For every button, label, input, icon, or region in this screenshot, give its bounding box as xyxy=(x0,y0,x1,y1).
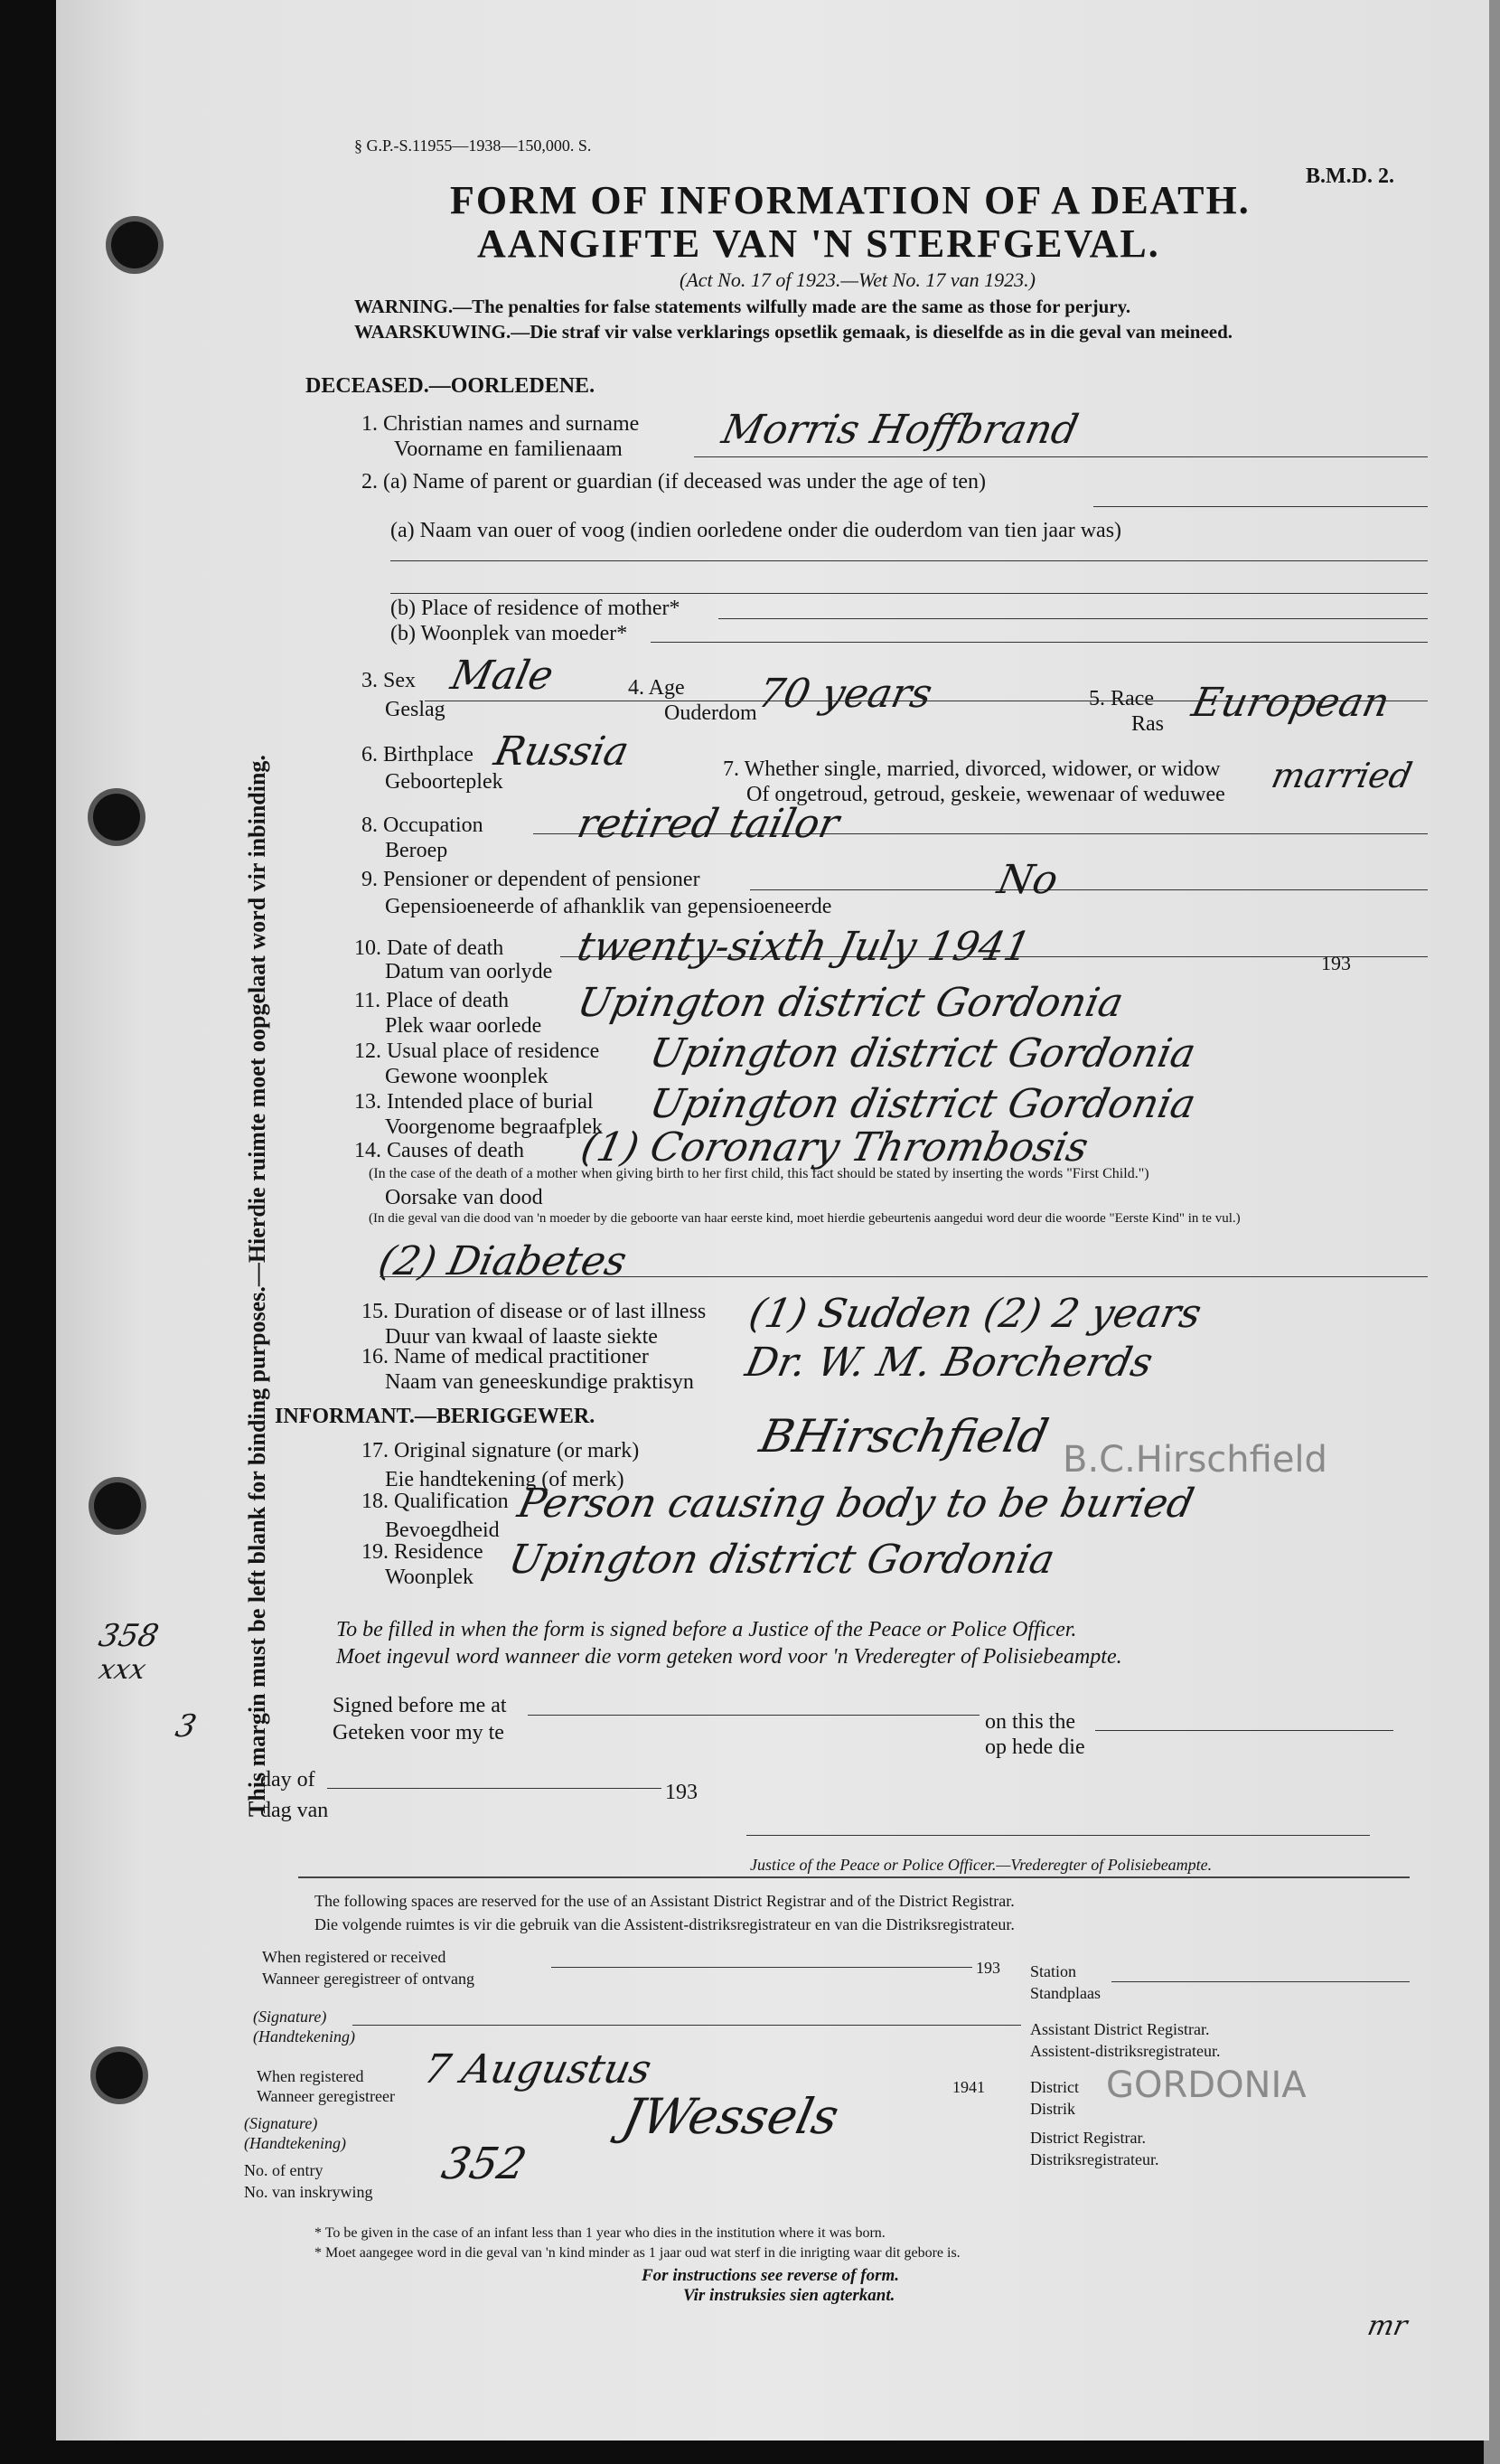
f15-label: 15. Duration of disease or of last illness xyxy=(361,1300,707,1323)
signed-before-label: Signed before me at xyxy=(333,1694,507,1717)
f3-label: 3. Sex xyxy=(361,669,416,692)
day-of-line xyxy=(327,1788,661,1789)
f18-value: Person causing body to be buried xyxy=(513,1481,1198,1527)
f10-label-af: Datum van oorlyde xyxy=(385,960,553,983)
asst-signature-line xyxy=(352,2025,1021,2026)
day-of-label-af: dag van xyxy=(260,1799,329,1822)
f11-label-af: Plek waar oorlede xyxy=(385,1014,542,1038)
warning-afrikaans: WAARSKUWING.—Die straf vir valse verklarings opsetlik gemaak, is dieselfde as in die geval van meineed. xyxy=(354,321,1233,343)
section-divider xyxy=(298,1876,1410,1878)
on-this-line xyxy=(1095,1730,1393,1731)
f13-value: Upington district Gordonia xyxy=(645,1081,1200,1127)
f13-label: 13. Intended place of burial xyxy=(354,1090,594,1114)
punch-hole xyxy=(94,1482,141,1529)
registrar-signature-label: (Signature) xyxy=(244,2114,318,2132)
margin-pencil-marks: xxx xyxy=(96,1654,149,1686)
f17-signature: BHirschfield xyxy=(755,1410,1054,1462)
f17-name-stamp: B.C.Hirschfield xyxy=(1063,1439,1327,1481)
f4-label-af: Ouderdom xyxy=(664,701,757,725)
f8-label: 8. Occupation xyxy=(361,813,483,837)
f16-value: Dr. W. M. Borcherds xyxy=(741,1340,1158,1386)
registrar-signature: JWessels xyxy=(617,2088,844,2145)
f14-line xyxy=(380,1276,1428,1277)
asst-registrar-label-af: Assistent-distriksregistrateur. xyxy=(1030,2042,1221,2060)
f2a-line-2 xyxy=(390,560,1428,561)
f14-value-2: (2) Diabetes xyxy=(374,1238,631,1284)
asst-registrar-label: Assistant District Registrar. xyxy=(1030,2020,1210,2038)
f5-value: European xyxy=(1187,680,1394,726)
corner-mark: mr xyxy=(1364,2310,1411,2342)
f9-label-af: Gepensioeneerde of afhanklik van gepensioeneerde xyxy=(385,895,832,918)
margin-pencil-number: 358 xyxy=(95,1618,163,1654)
f10-label: 10. Date of death xyxy=(354,936,504,960)
section-deceased: DECEASED.—OORLEDENE. xyxy=(305,374,595,398)
form-code: B.M.D. 2. xyxy=(1306,165,1394,188)
f3-value: Male xyxy=(446,653,558,699)
f13-label-af: Voorgenome begraafplek xyxy=(385,1115,604,1139)
f9-value: No xyxy=(993,857,1063,903)
f12-value: Upington district Gordonia xyxy=(645,1030,1200,1077)
f5-label-af: Ras xyxy=(1131,712,1164,736)
f6-value: Russia xyxy=(490,729,633,775)
signed-at-line xyxy=(528,1715,980,1716)
section-informant: INFORMANT.—BERIGGEWER. xyxy=(275,1405,595,1428)
f19-value: Upington district Gordonia xyxy=(504,1537,1059,1583)
f14-note: (In the case of the death of a mother when giving birth to her first child, this fact should be stated by inserting the words "First Child.") xyxy=(369,1166,1149,1181)
entry-number-label-af: No. van inskrywing xyxy=(244,2183,373,2201)
district-registrar-label-af: Distriksregistrateur. xyxy=(1030,2150,1159,2168)
day-of-label: day of xyxy=(260,1768,315,1792)
f4-label: 4. Age xyxy=(628,676,685,700)
f9-label: 9. Pensioner or dependent of pensioner xyxy=(361,868,700,891)
f18-label-af: Bevoegdheid xyxy=(385,1519,500,1542)
when-registered-value: 7 Augustus xyxy=(419,2046,656,2093)
f15-value: (1) Sudden (2) 2 years xyxy=(745,1291,1205,1337)
f8-label-af: Beroep xyxy=(385,839,448,862)
district-label: District xyxy=(1030,2078,1079,2096)
footnote: * To be given in the case of an infant less than 1 year who dies in the institution where it was born. xyxy=(314,2225,886,2241)
f6-label-af: Geboorteplek xyxy=(385,770,503,794)
printer-reference: § G.P.-S.11955—1938—150,000. S. xyxy=(354,136,592,155)
signed-before-label-af: Geteken voor my te xyxy=(333,1721,504,1745)
station-label-af: Standplaas xyxy=(1030,1984,1101,2002)
f14-value-1: (1) Coronary Thrombosis xyxy=(577,1124,1092,1171)
entry-number-value: 352 xyxy=(437,2139,531,2189)
f14-label: 14. Causes of death xyxy=(354,1139,524,1162)
f9-line xyxy=(750,889,1428,890)
district-label-af: Distrik xyxy=(1030,2100,1076,2118)
asst-signature-label-af: (Handtekening) xyxy=(253,2027,355,2045)
f1-label: 1. Christian names and surname xyxy=(361,412,640,436)
registered-year: 1941 xyxy=(952,2078,985,2096)
registrar-intro: The following spaces are reserved for the use of an Assistant District Registrar and of the District Registrar. xyxy=(314,1892,1015,1910)
f19-label-af: Woonplek xyxy=(385,1566,474,1589)
f16-label: 16. Name of medical practitioner xyxy=(361,1345,649,1368)
punch-hole xyxy=(96,2052,143,2099)
f5-label: 5. Race xyxy=(1089,687,1154,710)
on-this-label-af: op hede die xyxy=(985,1735,1085,1759)
f17-label: 17. Original signature (or mark) xyxy=(361,1439,640,1462)
f7-value: married xyxy=(1268,756,1416,795)
when-registered-label: When registered xyxy=(257,2067,364,2085)
f12-label: 12. Usual place of residence xyxy=(354,1039,600,1063)
f14-note-af: (In die geval van die dood van 'n moeder by die geboorte van haar eerste kind, moet hierdie gebeurtenis aangedui word deur die woorde "Eerste Kind" in te vul.) xyxy=(369,1211,1241,1226)
f2b-line-2 xyxy=(651,642,1428,643)
f2b-line xyxy=(718,618,1428,619)
f2a-line xyxy=(1093,506,1428,507)
registrar-signature-label-af: (Handtekening) xyxy=(244,2134,346,2152)
f2a-label-af: (a) Naam van ouer of voog (indien oorledene onder die ouderdom van tien jaar was) xyxy=(390,519,1122,542)
on-this-label: on this the xyxy=(985,1710,1075,1734)
f1-value: Morris Hoffbrand xyxy=(717,407,1083,453)
station-line xyxy=(1111,1981,1410,1982)
f12-label-af: Gewone woonplek xyxy=(385,1065,548,1088)
justice-signature-line xyxy=(746,1835,1370,1836)
registrar-intro-af: Die volgende ruimtes is vir die gebruik van die Assistent-distriksregistrateur en van die Distriksregistrateur. xyxy=(314,1915,1015,1933)
f14-label-af: Oorsake van dood xyxy=(385,1186,543,1209)
f3-label-af: Geslag xyxy=(385,698,445,721)
f7-label: 7. Whether single, married, divorced, widower, or widow xyxy=(723,757,1221,781)
asst-signature-label: (Signature) xyxy=(253,2008,327,2026)
f10-year-prefix: 193 xyxy=(1321,952,1351,974)
f7-label-af: Of ongetroud, getroud, geskeie, wewenaar of weduwee xyxy=(746,783,1225,806)
f8-value: retired tailor xyxy=(573,801,844,847)
f15-label-af: Duur van kwaal of laaste siekte xyxy=(385,1325,658,1349)
form-title-english: FORM OF INFORMATION OF A DEATH. xyxy=(450,178,1251,222)
entry-number-label: No. of entry xyxy=(244,2161,323,2179)
f16-label-af: Naam van geneeskundige praktisyn xyxy=(385,1370,694,1394)
instructions: For instructions see reverse of form. xyxy=(642,2266,899,2285)
f17-label-af: Eie handtekening (of merk) xyxy=(385,1468,624,1491)
justice-note-af: Moet ingevul word wanneer die vorm geteken word voor 'n Vrederegter of Polisiebeampte. xyxy=(336,1645,1122,1669)
justice-note: To be filled in when the form is signed before a Justice of the Peace or Police Officer. xyxy=(336,1618,1077,1641)
f11-label: 11. Place of death xyxy=(354,989,510,1012)
margin-pencil-digit: 3 xyxy=(172,1708,200,1745)
act-reference: (Act No. 17 of 1923.—Wet No. 17 van 1923.) xyxy=(680,268,1036,291)
f4-value: 70 years xyxy=(754,671,937,717)
when-received-label-af: Wanneer geregistreer of ontvang xyxy=(262,1970,474,1988)
f11-value: Upington district Gordonia xyxy=(573,980,1128,1026)
punch-hole xyxy=(111,221,158,268)
when-received-label: When registered or received xyxy=(262,1948,446,1966)
f19-label: 19. Residence xyxy=(361,1540,483,1564)
district-stamp: GORDONIA xyxy=(1106,2064,1307,2106)
justice-year: 193 xyxy=(665,1781,698,1804)
justice-officer-label: Justice of the Peace or Police Officer.—Vrederegter of Polisiebeampte. xyxy=(750,1856,1213,1874)
punch-hole xyxy=(93,794,140,841)
f2a-label: 2. (a) Name of parent or guardian (if deceased was under the age of ten) xyxy=(361,470,987,494)
f2a-line-3 xyxy=(390,593,1428,594)
when-received-line xyxy=(551,1967,972,1968)
f1-label-af: Voorname en familienaam xyxy=(394,437,623,461)
warning-english: WARNING.—The penalties for false statements wilfully made are the same as those for perjury. xyxy=(354,296,1131,317)
f6-label: 6. Birthplace xyxy=(361,743,473,766)
binding-margin-note: This margin must be left blank for binding purposes.—Hierdie ruimte moet oopgelaat word vir inbinding. xyxy=(244,755,270,1817)
footnote-af: * Moet aangegee word in die geval van 'n kind minder as 1 jaar oud wat sterf in die inrigting waar dit gebore is. xyxy=(314,2245,961,2261)
received-year: 193 xyxy=(976,1959,1000,1977)
instructions-af: Vir instruksies sien agterkant. xyxy=(683,2286,895,2305)
when-registered-label-af: Wanneer geregistreer xyxy=(257,2087,395,2105)
form-title-afrikaans: AANGIFTE VAN 'N STERFGEVAL. xyxy=(477,221,1160,266)
f18-label: 18. Qualification xyxy=(361,1490,509,1513)
district-registrar-label: District Registrar. xyxy=(1030,2129,1146,2147)
f2b-label: (b) Place of residence of mother* xyxy=(390,597,680,620)
f10-value: twenty-sixth July 1941 xyxy=(573,924,1035,970)
f1-line xyxy=(694,456,1428,457)
f2b-label-af: (b) Woonplek van moeder* xyxy=(390,622,628,645)
station-label: Station xyxy=(1030,1962,1077,1980)
